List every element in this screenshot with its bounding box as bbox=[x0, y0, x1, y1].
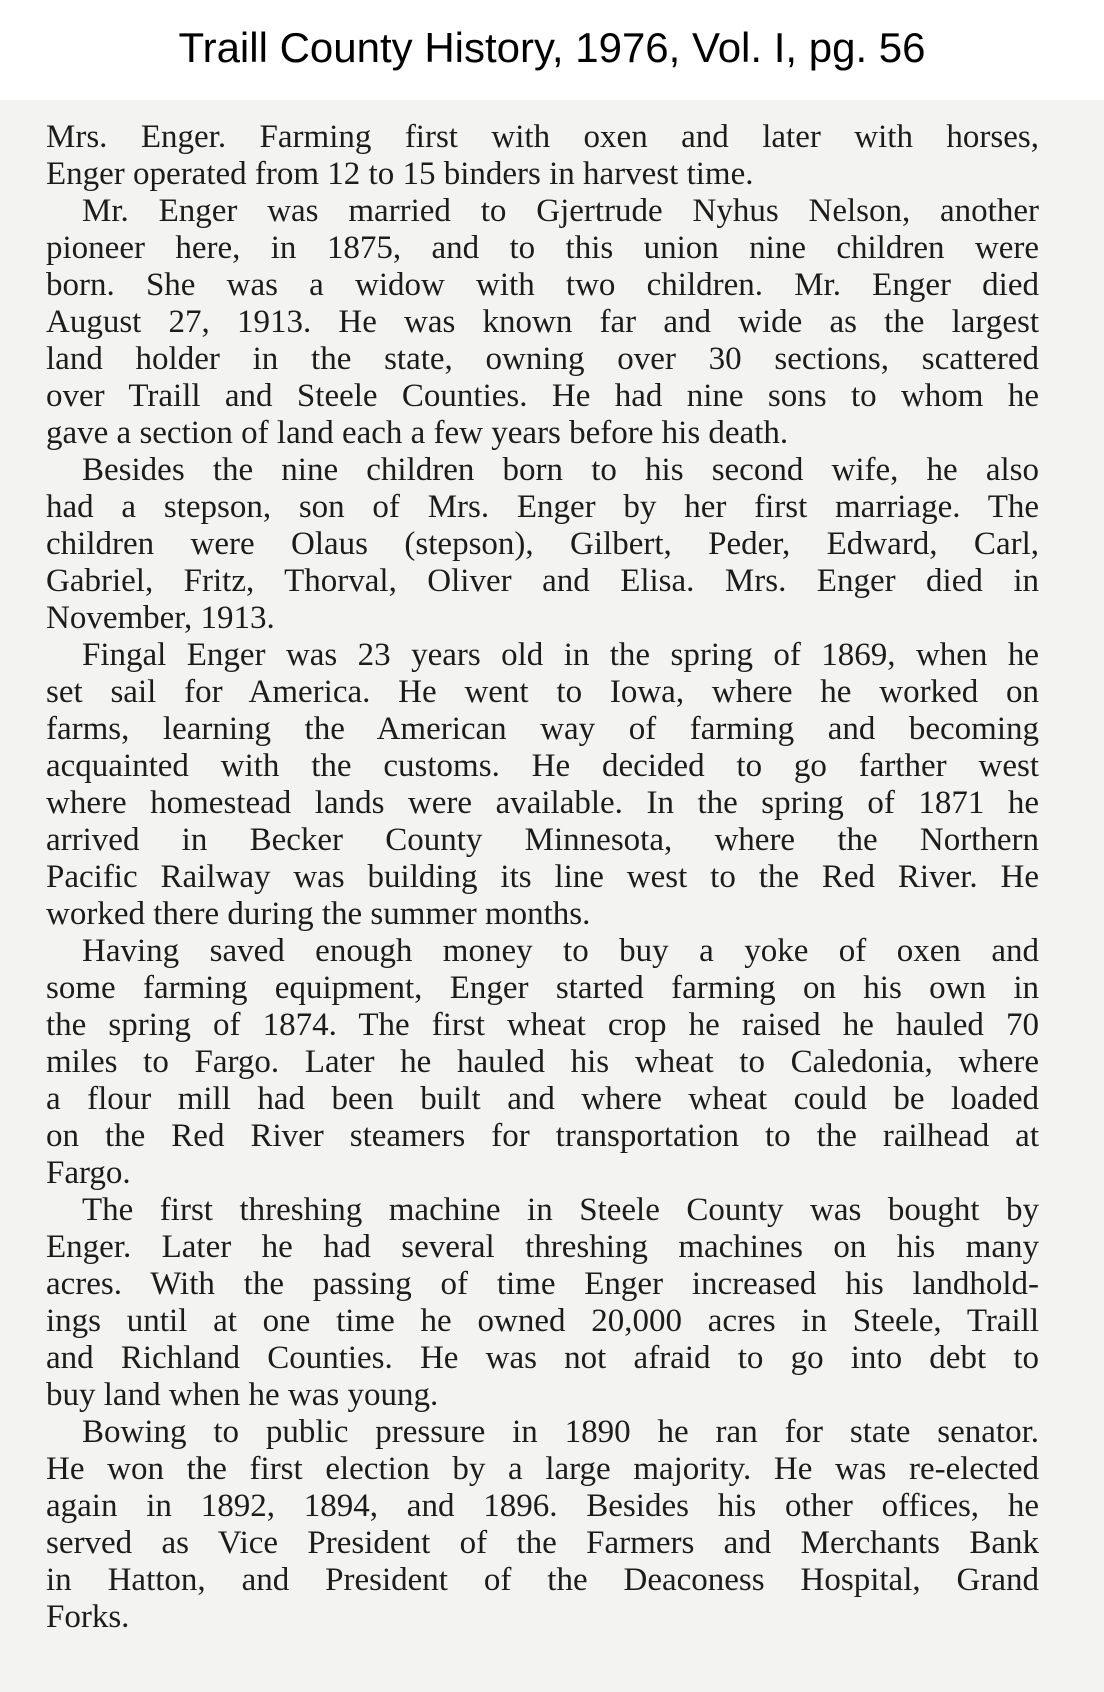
article-paragraph bbox=[46, 933, 1039, 1192]
text-line: acquainted with the customs. He decided to go farther west bbox=[46, 748, 1039, 784]
text-line: November, 1913. bbox=[46, 600, 275, 636]
text-line: a flour mill had been built and where wheat could be loaded bbox=[46, 1081, 1039, 1117]
text-line: miles to Fargo. Later he hauled his wheat to Caledonia, where bbox=[46, 1044, 1039, 1080]
text-line: Bowing to public pressure in 1890 he ran for state senator. bbox=[82, 1414, 1039, 1450]
article-paragraph bbox=[46, 452, 1039, 637]
text-line: Mrs. Enger. Farming first with oxen and later with horses, bbox=[46, 119, 1039, 155]
text-line: the spring of 1874. The first wheat crop he raised he hauled 70 bbox=[46, 1007, 1039, 1043]
text-line: where homestead lands were available. In the spring of 1871 he bbox=[46, 785, 1039, 821]
text-line: had a stepson, son of Mrs. Enger by her first marriage. The bbox=[46, 489, 1039, 525]
text-line: Gabriel, Fritz, Thorval, Oliver and Elisa. Mrs. Enger died in bbox=[46, 563, 1039, 599]
text-line: again in 1892, 1894, and 1896. Besides his other offices, he bbox=[46, 1488, 1039, 1524]
text-line: Enger operated from 12 to 15 binders in harvest time. bbox=[46, 156, 754, 192]
text-line: children were Olaus (stepson), Gilbert, Peder, Edward, Carl, bbox=[46, 526, 1039, 562]
article-paragraph bbox=[46, 193, 1039, 452]
text-line: gave a section of land each a few years before his death. bbox=[46, 415, 789, 451]
text-line: buy land when he was young. bbox=[46, 1377, 439, 1413]
text-line: land holder in the state, owning over 30 sections, scattered bbox=[46, 341, 1039, 377]
text-line: over Traill and Steele Counties. He had nine sons to whom he bbox=[46, 378, 1039, 414]
text-line: acres. With the passing of time Enger increased his landhold- bbox=[46, 1266, 1039, 1302]
text-line: Fargo. bbox=[46, 1155, 131, 1191]
text-line: some farming equipment, Enger started farming on his own in bbox=[46, 970, 1039, 1006]
text-line: August 27, 1913. He was known far and wide as the largest bbox=[46, 304, 1039, 340]
text-line: on the Red River steamers for transportation to the railhead at bbox=[46, 1118, 1039, 1154]
text-line: ings until at one time he owned 20,000 acres in Steele, Traill bbox=[46, 1303, 1039, 1339]
article-paragraph bbox=[46, 119, 1039, 193]
text-line: Mr. Enger was married to Gjertrude Nyhus Nelson, another bbox=[82, 193, 1039, 229]
text-line: served as Vice President of the Farmers and Merchants Bank bbox=[46, 1525, 1039, 1561]
page-caption: Traill County History, 1976, Vol. I, pg. 56 bbox=[178, 24, 926, 71]
article-body bbox=[46, 119, 1039, 1636]
text-line: worked there during the summer months. bbox=[46, 896, 591, 932]
article-paragraph bbox=[46, 1414, 1039, 1636]
text-line: born. She was a widow with two children. Mr. Enger died bbox=[46, 267, 1039, 303]
text-line: Forks. bbox=[46, 1599, 130, 1635]
text-line: pioneer here, in 1875, and to this union nine children were bbox=[46, 230, 1039, 266]
text-line: Enger. Later he had several threshing machines on his many bbox=[46, 1229, 1039, 1265]
article-paragraph bbox=[46, 637, 1039, 933]
text-line: Fingal Enger was 23 years old in the spring of 1869, when he bbox=[82, 637, 1039, 673]
text-line: Pacific Railway was building its line west to the Red River. He bbox=[46, 859, 1039, 895]
text-line: in Hatton, and President of the Deaconess Hospital, Grand bbox=[46, 1562, 1039, 1598]
text-line: farms, learning the American way of farming and becoming bbox=[46, 711, 1039, 747]
text-line: and Richland Counties. He was not afraid to go into debt to bbox=[46, 1340, 1039, 1376]
text-line: set sail for America. He went to Iowa, where he worked on bbox=[46, 674, 1039, 710]
text-line: arrived in Becker County Minnesota, where the Northern bbox=[46, 822, 1039, 858]
article-paragraph bbox=[46, 1192, 1039, 1414]
text-line: He won the first election by a large majority. He was re-elected bbox=[46, 1451, 1039, 1487]
text-line: The first threshing machine in Steele County was bought by bbox=[82, 1192, 1039, 1228]
text-line: Besides the nine children born to his second wife, he also bbox=[82, 452, 1039, 488]
text-line: Having saved enough money to buy a yoke of oxen and bbox=[82, 933, 1039, 969]
